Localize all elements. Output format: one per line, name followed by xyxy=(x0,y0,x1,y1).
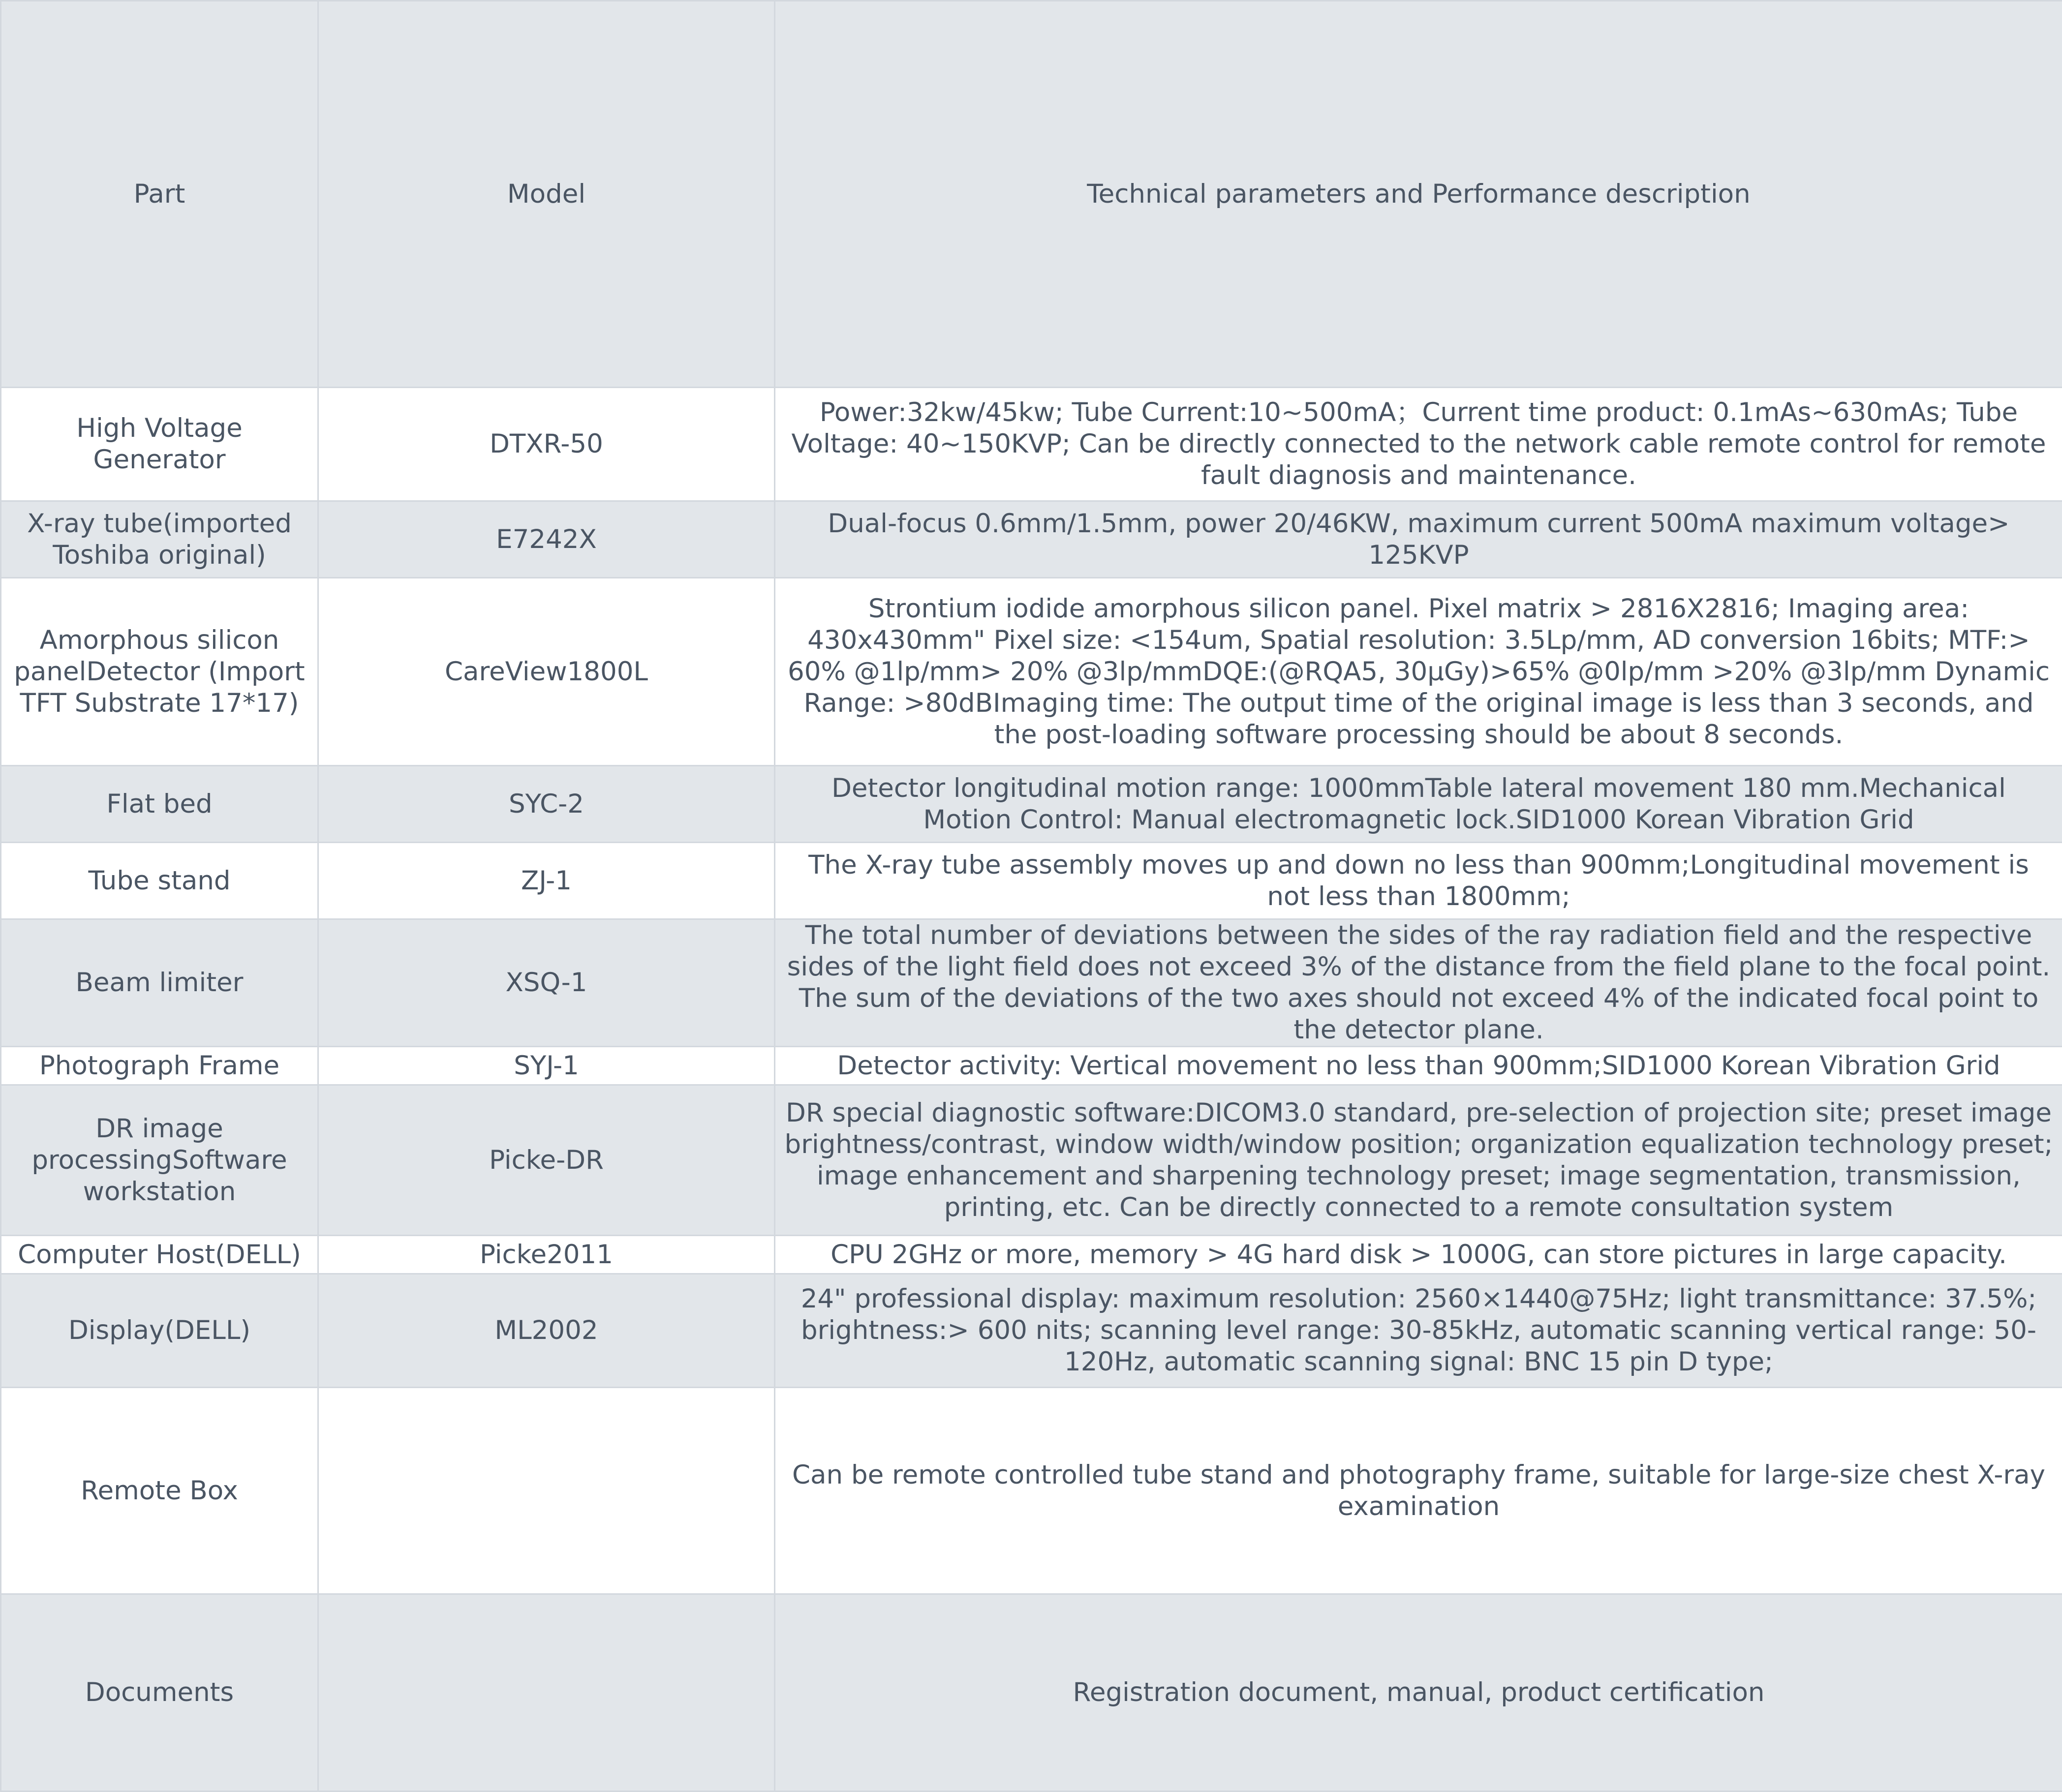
description-cell: Strontium iodide amorphous silicon panel. Pixel matrix > 2816X2816; Imaging area: 430x430mm" Pixel size: <154um, Spatial resolution: 3.5Lp/mm, AD conversion 16bits; MTF:> 60% @1lp/mm> 20% @3lp/mmDQE:(@RQA5, 30μGy)>65% @0lp/mm >20% @3lp/mm Dynamic Range: >80dBImaging time: The output time of the original image is less than 3 seconds, and the post-loading software processing should be about 8 seconds. xyxy=(775,578,2062,766)
description-cell: 24" professional display: maximum resolution: 2560×1440@75Hz; light transmittance: 37.5%; brightness:> 600 nits; scanning level range: 30-85kHz, automatic scanning vertical range: 50-120Hz, automatic scanning signal: BNC 15 pin D type; xyxy=(775,1274,2062,1388)
description-cell: Dual-focus 0.6mm/1.5mm, power 20/46KW, maximum current 500mA maximum voltage> 125KVP xyxy=(775,501,2062,578)
model-cell: Picke2011 xyxy=(318,1236,775,1274)
header-part: Part xyxy=(1,1,318,388)
header-description: Technical parameters and Performance description xyxy=(775,1,2062,388)
table-row xyxy=(1,766,2062,843)
table-row xyxy=(1,578,2062,766)
part-cell: DR image processingSoftware workstation xyxy=(1,1085,318,1236)
description-cell: Registration document, manual, product certification xyxy=(775,1594,2062,1792)
description-cell: Detector activity: Vertical movement no less than 900mm;SID1000 Korean Vibration Grid xyxy=(775,1047,2062,1085)
model-cell: ML2002 xyxy=(318,1274,775,1388)
table-row xyxy=(1,1085,2062,1236)
model-cell xyxy=(318,1594,775,1792)
table-row xyxy=(1,1047,2062,1085)
description-cell: Can be remote controlled tube stand and photography frame, suitable for large-size chest X-ray examination xyxy=(775,1388,2062,1594)
table-row xyxy=(1,1388,2062,1594)
table-row xyxy=(1,919,2062,1047)
description-cell: DR special diagnostic software:DICOM3.0 standard, pre-selection of projection site; preset image brightness/contrast, window width/window position; organization equalization technology preset; image enhancement and sharpening technology preset; image segmentation, transmission, printing, etc. Can be directly connected to a remote consultation system xyxy=(775,1085,2062,1236)
header-row xyxy=(1,1,2062,388)
model-cell: ZJ-1 xyxy=(318,843,775,919)
table-row xyxy=(1,843,2062,919)
description-cell: Power:32kw/45kw; Tube Current:10~500mA；Current time product: 0.1mAs~630mAs; Tube Voltage: 40~150KVP; Can be directly connected to the network cable remote control for remote fault diagnosis and maintenance. xyxy=(775,388,2062,501)
table-row xyxy=(1,501,2062,578)
model-cell: SYC-2 xyxy=(318,766,775,843)
header-model: Model xyxy=(318,1,775,388)
part-cell: Computer Host(DELL) xyxy=(1,1236,318,1274)
model-cell: DTXR-50 xyxy=(318,388,775,501)
part-cell: Amorphous silicon panelDetector (Import TFT Substrate 17*17) xyxy=(1,578,318,766)
table-row xyxy=(1,1594,2062,1792)
part-cell: Tube stand xyxy=(1,843,318,919)
description-cell: The X-ray tube assembly moves up and down no less than 900mm;Longitudinal movement is not less than 1800mm; xyxy=(775,843,2062,919)
table-row xyxy=(1,388,2062,501)
model-cell xyxy=(318,1388,775,1594)
part-cell: Beam limiter xyxy=(1,919,318,1047)
part-cell: High Voltage Generator xyxy=(1,388,318,501)
table-row xyxy=(1,1274,2062,1388)
part-cell: Documents xyxy=(1,1594,318,1792)
model-cell: E7242X xyxy=(318,501,775,578)
part-cell: Remote Box xyxy=(1,1388,318,1594)
description-cell: The total number of deviations between the sides of the ray radiation field and the respective sides of the light field does not exceed 3% of the distance from the field plane to the focal point. The sum of the deviations of the two axes should not exceed 4% of the indicated focal point to the detector plane. xyxy=(775,919,2062,1047)
description-cell: Detector longitudinal motion range: 1000mmTable lateral movement 180 mm.Mechanical Motion Control: Manual electromagnetic lock.SID1000 Korean Vibration Grid xyxy=(775,766,2062,843)
model-cell: Picke-DR xyxy=(318,1085,775,1236)
model-cell: SYJ-1 xyxy=(318,1047,775,1085)
table-row xyxy=(1,1236,2062,1274)
part-cell: Display(DELL) xyxy=(1,1274,318,1388)
model-cell: XSQ-1 xyxy=(318,919,775,1047)
model-cell: CareView1800L xyxy=(318,578,775,766)
part-cell: X-ray tube(imported Toshiba original) xyxy=(1,501,318,578)
part-cell: Photograph Frame xyxy=(1,1047,318,1085)
part-cell: Flat bed xyxy=(1,766,318,843)
description-cell: CPU 2GHz or more, memory > 4G hard disk > 1000G, can store pictures in large capacity. xyxy=(775,1236,2062,1274)
